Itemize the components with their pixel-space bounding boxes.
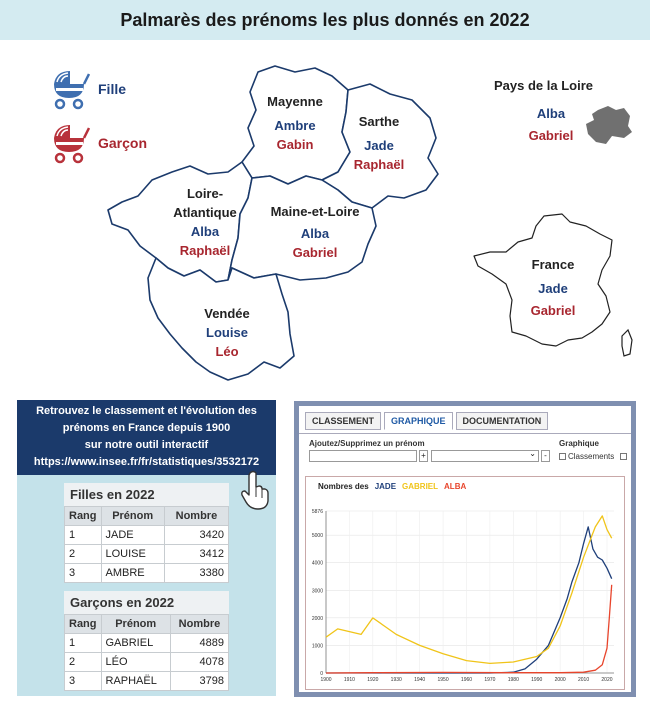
chart-legend	[318, 482, 466, 491]
dept-name: Loire- Atlantique	[173, 186, 237, 220]
table-row	[65, 545, 229, 564]
filles-table-card	[64, 483, 229, 583]
dept-name: Vendée	[204, 306, 250, 321]
table-row	[65, 526, 229, 545]
remove-name-button[interactable]: -	[541, 450, 550, 462]
y-tick-label: 0	[320, 671, 323, 677]
france-garcon: Gabriel	[530, 303, 576, 318]
name-input[interactable]	[309, 450, 417, 462]
table-cell: 3420	[164, 526, 228, 545]
dept-fille: Alba	[190, 224, 220, 239]
y-tick-label: 5000	[311, 533, 323, 540]
table-cell: 2	[65, 653, 102, 672]
x-tick-label: 1990	[531, 677, 543, 683]
column-header: Nombre	[170, 615, 228, 634]
checkbox-icon	[559, 453, 566, 460]
dept-mayenne	[258, 92, 332, 154]
name-select[interactable]	[431, 450, 539, 462]
tab-classement[interactable]: CLASSEMENT	[305, 412, 381, 430]
dept-fille: Alba	[300, 226, 330, 241]
dept-garcon: Léo	[215, 344, 239, 359]
region-summary	[494, 76, 614, 95]
table-cell: LÉO	[101, 653, 170, 672]
x-tick-label: 2010	[577, 677, 590, 683]
tab-documentation[interactable]: DOCUMENTATION	[456, 412, 549, 430]
france-name: France	[531, 257, 575, 272]
dept-name: Sarthe	[358, 114, 400, 129]
line-chart	[306, 477, 624, 689]
graph-options-label: Graphique	[559, 439, 600, 448]
series-line-alba	[326, 585, 612, 673]
france-summary	[520, 255, 586, 320]
info-line: sur notre outil interactif	[84, 439, 209, 451]
dept-garcon: Raphaël	[179, 243, 231, 258]
dept-maine-et-loire	[262, 202, 368, 262]
hand-pointer-icon	[240, 469, 270, 511]
table-header-row	[65, 507, 229, 526]
table-cell: 3412	[164, 545, 228, 564]
legend-garcon-label: Garçon	[98, 135, 148, 151]
column-header: Nombre	[164, 507, 228, 526]
y-tick-label: 3000	[311, 588, 323, 595]
x-tick-label: 1920	[367, 677, 379, 683]
table-cell: 3380	[164, 564, 228, 583]
table-row	[65, 564, 229, 583]
region-fille: Alba	[536, 106, 566, 121]
x-tick-label: 2020	[601, 677, 613, 683]
legend-entry-alba: ALBA	[444, 482, 467, 491]
column-header: Prénom	[101, 507, 164, 526]
y-tick-label: 4000	[311, 560, 323, 567]
dept-fille: Jade	[364, 138, 394, 153]
dept-vendee	[190, 304, 264, 361]
x-tick-label: 1960	[460, 677, 473, 683]
classements-checkbox[interactable]	[559, 452, 629, 461]
add-name-button[interactable]: +	[419, 450, 428, 462]
region-name: Pays de la Loire	[494, 78, 593, 93]
table-cell: JADE	[101, 526, 164, 545]
info-link[interactable]: https://www.insee.fr/fr/statistiques/3532172	[33, 456, 260, 468]
info-line: Retrouvez le classement et l'évolution des	[36, 405, 257, 417]
dept-fille: Louise	[206, 325, 248, 340]
info-box	[17, 400, 276, 475]
table-cell: 3	[65, 564, 102, 583]
column-header: Rang	[65, 507, 102, 526]
chart-title: Nombres des	[318, 482, 369, 491]
checkbox-label: Classements	[568, 452, 615, 461]
table-cell: 2	[65, 545, 102, 564]
table-cell: RAPHAËL	[101, 672, 170, 691]
table-cell: 3	[65, 672, 102, 691]
stroller-icon	[48, 68, 90, 110]
app-screenshot	[294, 401, 636, 697]
add-name-label: Ajoutez/Supprimez un prénom	[309, 439, 425, 448]
y-tick-label: 2000	[311, 615, 323, 622]
y-tick-label: 5876	[311, 509, 323, 515]
page-title: Palmarès des prénoms les plus donnés en 2022	[120, 10, 530, 30]
info-line: prénoms en France depuis 1900	[62, 422, 231, 434]
table-cell: 1	[65, 634, 102, 653]
region-silhouette-icon	[584, 104, 634, 146]
x-tick-label: 1970	[484, 677, 496, 683]
dept-name: Maine-et-Loire	[270, 204, 360, 219]
tab-bar	[305, 412, 551, 430]
table-cell: GABRIEL	[101, 634, 170, 653]
table-row	[65, 672, 229, 691]
dept-loire-atlantique	[160, 184, 250, 260]
column-header: Rang	[65, 615, 102, 634]
table-cell: 1	[65, 526, 102, 545]
x-tick-label: 2000	[554, 677, 566, 683]
x-tick-label: 1980	[507, 677, 519, 683]
x-tick-label: 1930	[390, 677, 402, 683]
table-header-row	[65, 615, 229, 634]
table-row	[65, 634, 229, 653]
dept-name: Mayenne	[267, 94, 323, 109]
graph-frame	[305, 476, 625, 690]
dept-sarthe	[342, 112, 416, 174]
x-tick-label: 1910	[343, 677, 355, 683]
title-bar	[0, 0, 650, 40]
y-tick-label: 1000	[311, 643, 323, 650]
dept-garcon: Gabin	[276, 137, 314, 152]
legend-entry-gabriel: GABRIEL	[402, 482, 439, 491]
dept-garcon: Gabriel	[292, 245, 338, 260]
dept-fille: Ambre	[274, 118, 316, 133]
table-cell: 4889	[170, 634, 228, 653]
region-garcon: Gabriel	[528, 128, 574, 143]
table-cell: LOUISE	[101, 545, 164, 564]
table-cell: 4078	[170, 653, 228, 672]
filles-table-title: Filles en 2022	[64, 483, 229, 506]
tab-divider	[299, 433, 631, 434]
dept-garcon: Raphaël	[353, 157, 405, 172]
table-cell: AMBRE	[101, 564, 164, 583]
column-header: Prénom	[101, 615, 170, 634]
france-fille: Jade	[538, 281, 568, 296]
x-tick-label: 1950	[437, 677, 449, 683]
stroller-icon	[48, 122, 90, 164]
legend-entry-jade: JADE	[374, 482, 397, 491]
tab-graphique[interactable]: GRAPHIQUE	[384, 412, 453, 430]
series-line-gabriel	[326, 516, 612, 664]
checkbox-icon	[620, 453, 627, 460]
region-names	[520, 104, 582, 145]
x-tick-label: 1900	[320, 677, 332, 683]
chevron-down-icon: ⌄	[529, 449, 536, 458]
filles-table	[64, 506, 229, 583]
x-tick-label: 1940	[414, 677, 426, 683]
legend-fille-label: Fille	[98, 81, 127, 97]
garcons-table	[64, 614, 229, 691]
table-cell: 3798	[170, 672, 228, 691]
garcons-table-title: Garçons en 2022	[64, 591, 229, 614]
garcons-table-card	[64, 591, 229, 691]
app-window	[299, 406, 631, 692]
table-row	[65, 653, 229, 672]
